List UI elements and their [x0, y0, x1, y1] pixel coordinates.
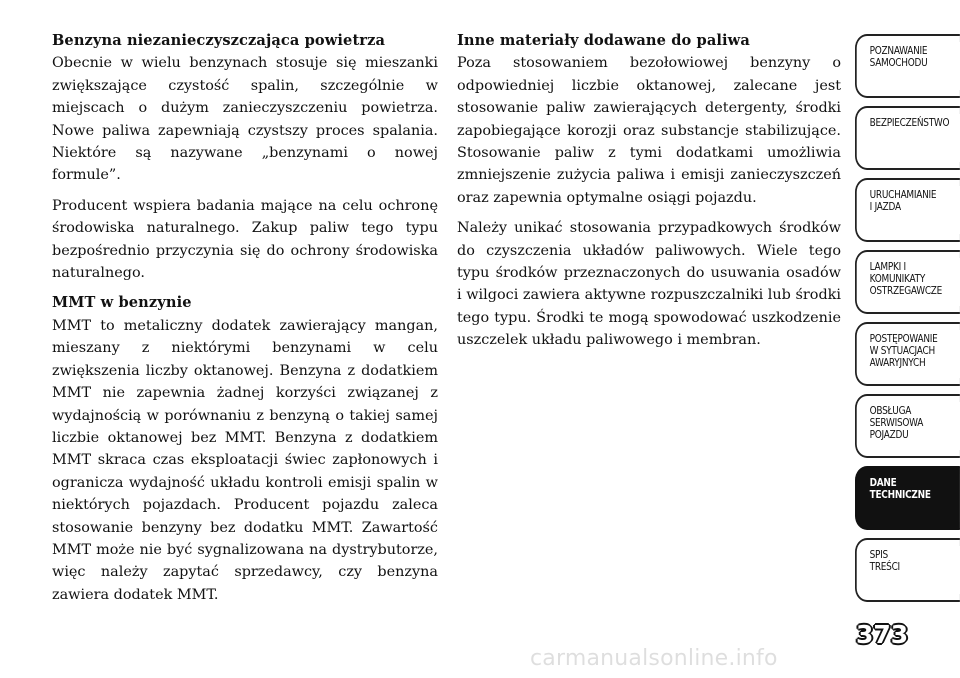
tab-dane-techniczne[interactable] — [855, 466, 960, 530]
paragraph-mmt: MMT to metaliczny dodatek zawierający mangan, mieszany z niektórymi benzynami w celu zwiększenia liczby oktanowej. Benzyna z dodatkiem MMT nie zapewnia żadnej korzyści związanej z wydajnością w porównaniu z benzyną o takiej samej liczbie oktanowej bez MMT. Benzyna z dodatkiem MMT skraca czas eksploatacji świec zapłonowych i ogranicza wydajność układu kontroli emisji spalin w niektórych pojazdach. Producent pojazdu zaleca stosowanie benzyny bez dodatku MMT. Zawartość MMT może nie być sygnalizowana na dystrybutorze, więc należy zapytać sprzedawcy, czy benzyna zawiera dodatek MMT. — [52, 317, 438, 603]
tab-obsluga-serwisowa[interactable] — [855, 394, 960, 458]
paragraph-unleaded-2: Producent wspiera badania mające na celu ochronę środowiska naturalnego. Zakup paliw tego typu bezpośrednio przyczynia się do ochrony środowiska naturalnego. — [52, 197, 438, 282]
tab-label: OBSŁUGA SERWISOWA POJAZDU — [869, 405, 924, 441]
tab-label: POZNAWANIE SAMOCHODU — [869, 45, 928, 69]
page-number: 373 — [856, 620, 909, 649]
tab-poznawanie-samochodu[interactable] — [855, 34, 960, 98]
tab-label: BEZPIECZEŃSTWO — [869, 117, 950, 129]
section-heading-mmt: MMT w benzynie — [52, 294, 192, 312]
paragraph-additives-1: Poza stosowaniem bezołowiowej benzyny o odpowiedniej liczbie oktanowej, zalecane jest stosowanie paliw zawierających detergenty, środki zapobiegające korozji oraz substancje stabilizujące. Stosowanie paliw z tymi dodatkami umożliwia zmniejszenie zużycia paliwa i emisji zanieczyszczeń oraz zapewnia optymalne osiągi pojazdu. — [457, 55, 841, 206]
right-column — [457, 30, 841, 360]
paragraph-additives-2: Należy unikać stosowania przypadkowych środków do czyszczenia układów paliwowych. Wiele tego typu środków przeznaczonych do usuwania osadów i wilgoci zawiera aktywne rozpuszczalniki lub środki tego typu. Środki te mogą spowodować uszkodzenie uszczelek układu paliwowego i membran. — [457, 220, 841, 349]
tab-label: LAMPKI I KOMUNIKATY OSTRZEGAWCZE — [869, 261, 943, 297]
section-heading-unleaded: Benzyna niezanieczyszczająca powietrza — [52, 32, 386, 49]
section-heading-additives: Inne materiały dodawane do paliwa — [457, 32, 750, 49]
left-column — [52, 30, 438, 614]
tab-lampki-i-komunikaty[interactable] — [855, 250, 960, 314]
tab-postepowanie-awaryjne[interactable] — [855, 322, 960, 386]
tab-label: POSTĘPOWANIE W SYTUACJACH AWARYJNYCH — [869, 333, 938, 369]
chapter-tabs — [855, 34, 960, 610]
tab-uruchamianie-i-jazda[interactable] — [855, 178, 960, 242]
watermark: carmanualsonline.info — [530, 646, 778, 671]
tab-label: DANE TECHNICZNE — [869, 477, 931, 501]
tab-spis-tresci[interactable] — [855, 538, 960, 602]
paragraph-unleaded-1: Obecnie w wielu benzynach stosuje się mieszanki zwiększające czystość spalin, szczególnie w miejscach o dużym zanieczyszczeniu powietrza. Nowe paliwa zapewniają czystszy proces spalania. Niektóre są nazywane „benzynami o nowej formule”. — [52, 55, 438, 184]
tab-label: SPIS TREŚCI — [869, 549, 900, 573]
tab-label: URUCHAMIANIE I JAZDA — [869, 189, 937, 213]
tab-bezpieczenstwo[interactable] — [855, 106, 960, 170]
